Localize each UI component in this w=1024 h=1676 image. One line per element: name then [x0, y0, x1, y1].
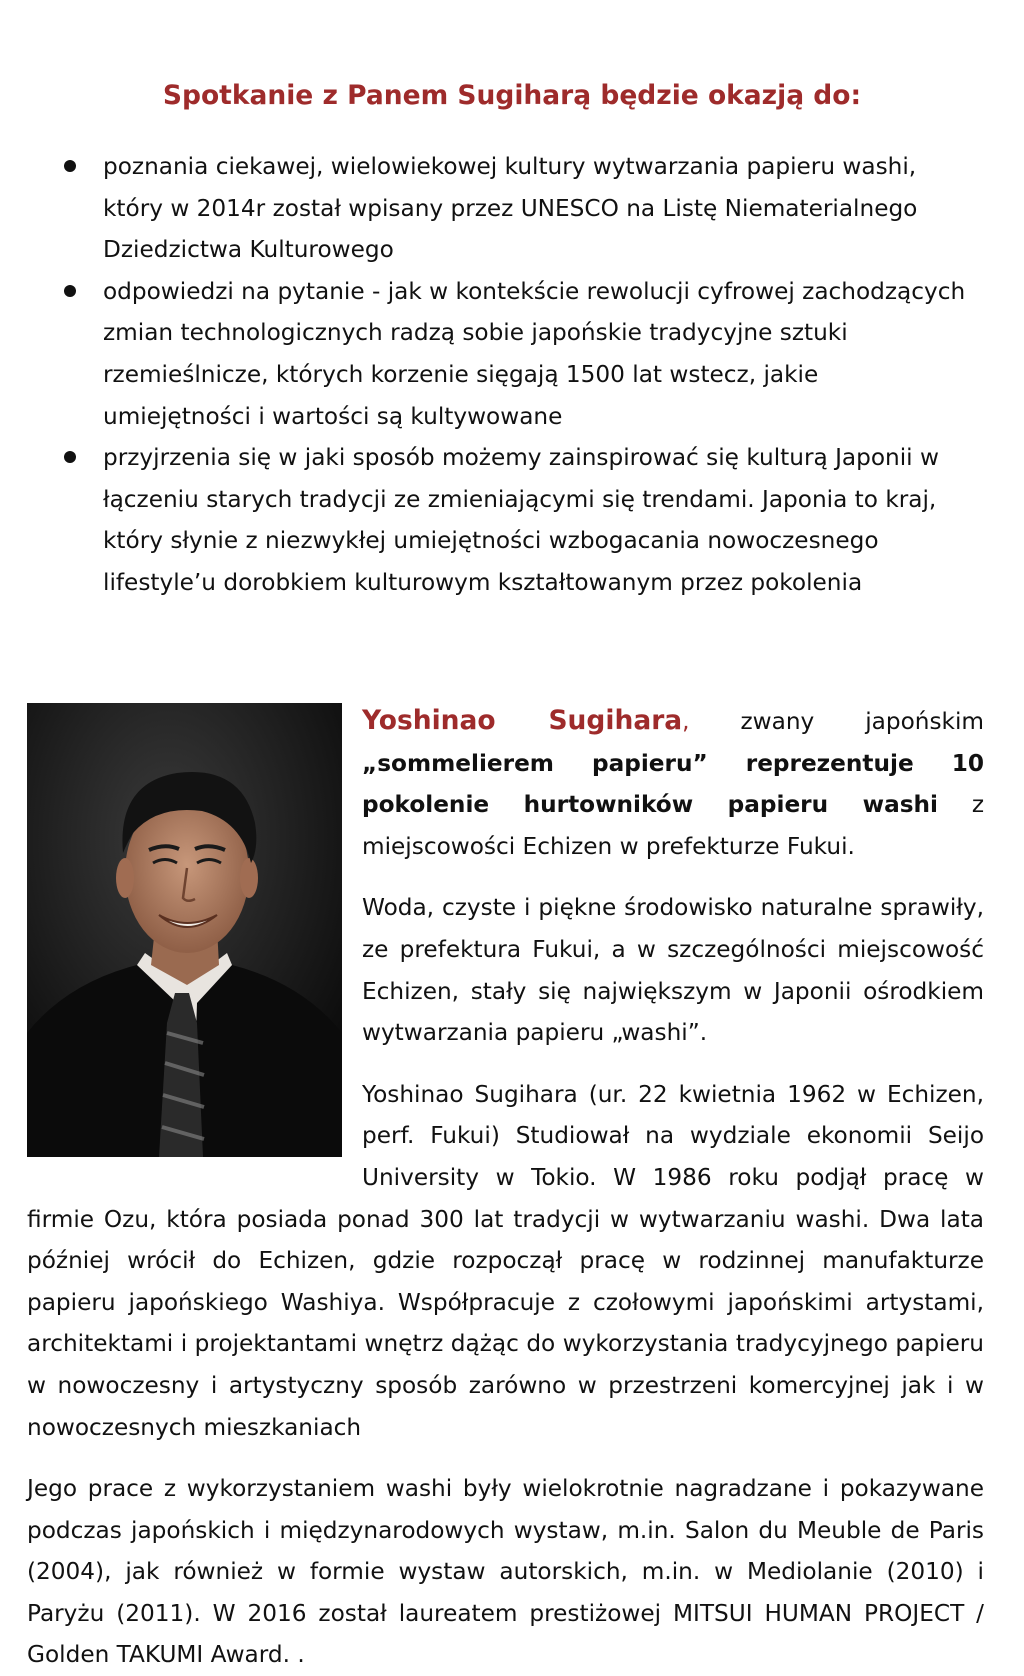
bullet-item [0, 271, 973, 437]
bullet-dot-icon [64, 451, 76, 463]
bio-paragraph-4: Jego prace z wykorzystaniem washi były wielokrotnie nagradzane i pokazywane podczas japońskich i międzynarodowych wystaw, m.in. Salon du Meuble de Paris (2004), jak również w formie wystaw autorskich, m.in. w Mediolanie (2010) i Paryżu (2011). W 2016 został laureatem prestiżowej MITSUI HUMAN PROJECT / Golden TAKUMI Award. . [27, 1475, 984, 1669]
bio-paragraph-2: Woda, czyste i piękne środowisko naturalne sprawiły, ze prefektura Fukui, a w szczególności miejscowość Echizen, stały się największym w Japonii ośrodkiem wytwarzania papieru „washi”. [362, 894, 984, 1047]
bio-paragraph-3: Yoshinao Sugihara (ur. 22 kwietnia 1962 w Echizen, perf. Fukui) Studiował na wydziale ekonomii Seijo University w Tokio. W 1986 roku podjął pracę w firmie Ozu, która posiada ponad 300 lat tradycji w wytwarzaniu washi. Dwa lata później wrócił do Echizen, gdzie rozpoczął pracę w rodzinnej manufakturze papieru japońskiego Washiya. Współpracuje z czołowymi japońskimi artystami, architektami i projektantami wnętrz dążąc do wykorzystania tradycyjnego papieru w nowoczesny i artystyczny sposób zarówno w przestrzeni komercyjnej jak i w nowoczesnych mieszkaniach [27, 1080, 984, 1441]
bullet-list [0, 146, 1024, 604]
bio-intro-mid: zwany japońskim [689, 708, 984, 735]
bullet-item [0, 146, 973, 271]
biography-section [27, 700, 984, 1676]
bio-name: Yoshinao Sugihara [362, 705, 683, 736]
bullet-text: przyjrzenia się w jaki sposób możemy zainspirować się kulturą Japonii w łączeniu starych tradycji ze zmieniającymi się trendami. Japonia to kraj, który słynie z niezwykłej umiejętności wzbogacania nowoczesnego lifestyle’u dorobkiem kulturowym kształtowanym przez pokolenia [103, 444, 939, 596]
bullet-text: poznania ciekawej, wielowiekowej kultury wytwarzania papieru washi, który w 2014r został wpisany przez UNESCO na Listę Niematerialnego Dziedzictwa Kulturowego [103, 153, 918, 264]
page-heading: Spotkanie z Panem Sugiharą będzie okazją do: [162, 80, 862, 111]
portrait-illustration [27, 703, 342, 1157]
bio-intro-bold: „sommelierem papieru” reprezentuje 10 pokolenie hurtowników papieru washi [362, 749, 984, 819]
bullet-item [0, 437, 973, 603]
portrait-photo [27, 703, 342, 1157]
bullet-dot-icon [64, 160, 76, 172]
bio-name-comma: , [682, 708, 690, 735]
bullet-dot-icon [64, 285, 76, 297]
bullet-text: odpowiedzi na pytanie - jak w kontekście rewolucji cyfrowej zachodzących zmian technologicznych radzą sobie japońskie tradycyjne sztuki rzemieślnicze, których korzenie sięgają 1500 lat wstecz, jakie umiejętności i wartości są kultywowane [103, 277, 966, 430]
bio-intro-end: z miejscowości Echizen w prefekturze Fukui. [362, 791, 985, 860]
